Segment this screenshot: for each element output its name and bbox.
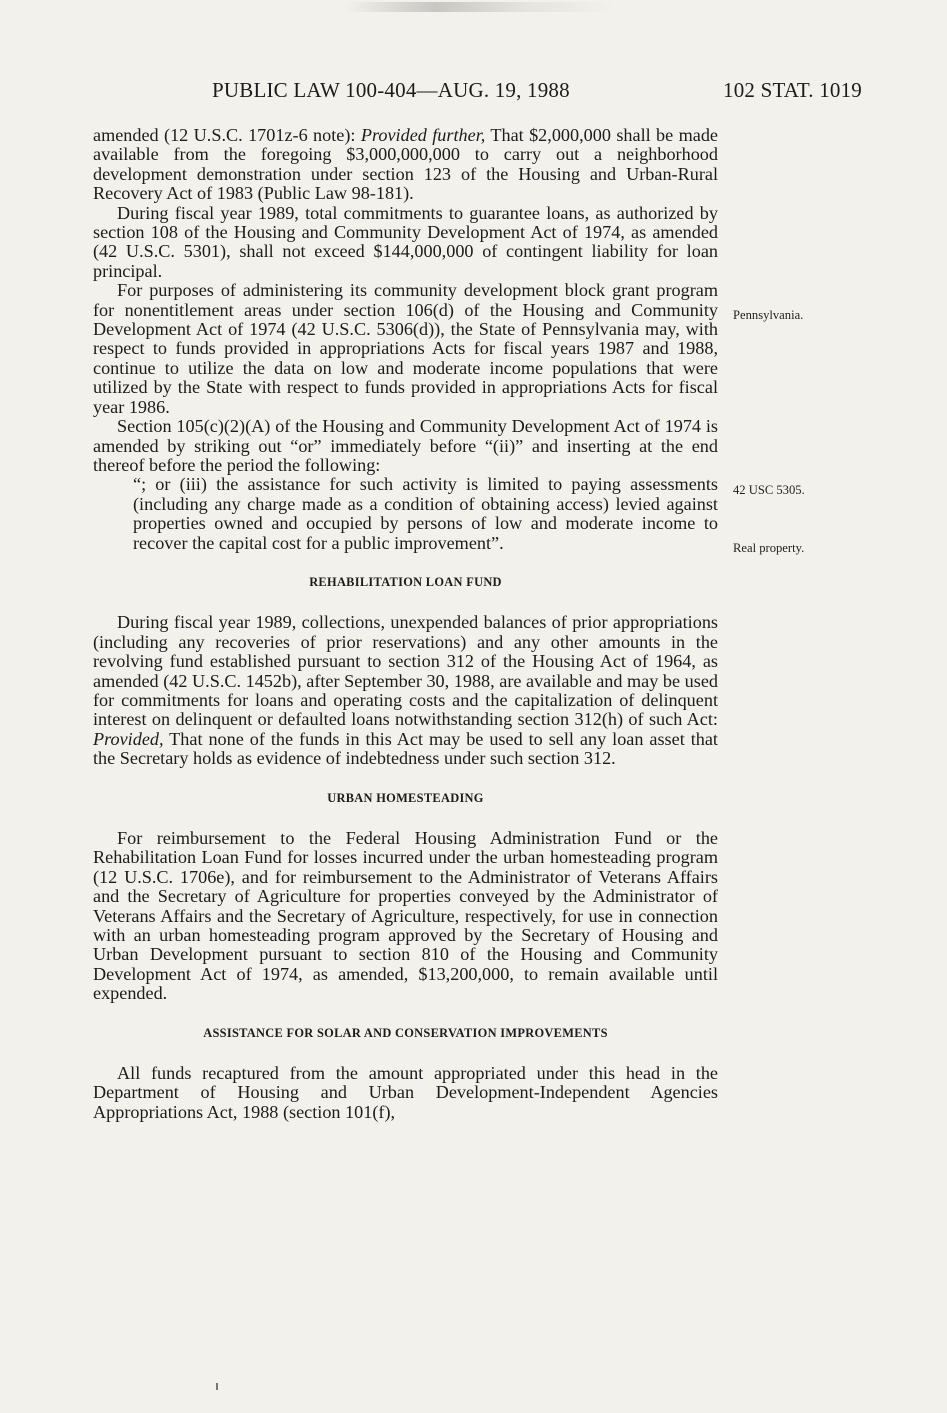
margin-note-pennsylvania: Pennsylvania. <box>733 308 804 322</box>
paragraph: amended (12 U.S.C. 1701z-6 note): Provided further, That $2,000,000 shall be made available from the foregoing $3,000,000,000 to carry out a neighborhood development demonstration under section 123 of the Housing and Urban-Rural Recovery Act of 1983 (Public Law 98-181). <box>93 125 718 204</box>
scan-smudge <box>345 2 615 12</box>
paragraph: For reimbursement to the Federal Housing Administration Fund or the Rehabilitation Loan Fund for losses incurred under the urban homesteading program (12 U.S.C. 1706e), and for reimbursement to the Administrator of Veterans Affairs and the Secretary of Agriculture for properties conveyed by the Administrator of Veterans Affairs and the Secretary of Agriculture, respectively, for use in connection with an urban homesteading program approved by the Secretary of Housing and Urban Development pursuant to section 810 of the Housing and Community Development Act of 1974, as amended, $13,200,000, to remain available until expended. <box>93 828 718 1004</box>
section-heading: URBAN HOMESTEADING <box>327 790 484 805</box>
paragraph: During fiscal year 1989, collections, unexpended balances of prior appropriations (including any recoveries of prior reservations) and any other amounts in the revolving fund established pursuant to section 312 of the Housing Act of 1964, as amended (42 U.S.C. 1452b), after September 30, 1988, are available and may be used for commitments for loans and operating costs and the capitalization of delinquent interest on delinquent or defaulted loans notwithstanding section 312(h) of such Act: Provided, That none of the funds in this Act may be used to sell any loan asset that the Secretary holds as evidence of indebtedness under such section 312. <box>93 612 718 769</box>
scan-speck <box>216 1383 218 1390</box>
paragraph: Section 105(c)(2)(A) of the Housing and Community Development Act of 1974 is amended by striking out “or” immediately before “(ii)” and inserting at the end thereof before the period the following: <box>93 416 718 475</box>
margin-note-usc: 42 USC 5305. <box>733 483 805 497</box>
section-heading: REHABILITATION LOAN FUND <box>309 574 502 589</box>
section-heading: ASSISTANCE FOR SOLAR AND CONSERVATION IMPROVEMENTS <box>203 1025 608 1040</box>
quoted-amendment: “; or (iii) the assistance for such activity is limited to paying assessments (including any charge made as a condition of obtaining access) levied against properties owned and occupied by persons of low and moderate income to recover the capital cost for a public improvement”. <box>133 474 718 553</box>
paragraph: During fiscal year 1989, total commitments to guarantee loans, as authorized by section 108 of the Housing and Community Development Act of 1974, as amended (42 U.S.C. 5301), shall not exceed $144,000,000 of contingent liability for loan principal. <box>93 202 718 281</box>
margin-note-real-property: Real property. <box>733 541 805 555</box>
running-header <box>212 78 862 104</box>
paragraph: For purposes of administering its community development block grant program for nonentitlement areas under section 106(d) of the Housing and Community Development Act of 1974 (42 U.S.C. 5306(d)), the State of Pennsylvania may, with respect to funds provided in appropriations Acts for fiscal years 1987 and 1988, continue to utilize the data on low and moderate income populations that were utilized by the State with respect to funds provided in appropriations Acts for fiscal year 1986. <box>93 280 718 417</box>
body-text <box>93 126 718 1122</box>
header-law-citation: PUBLIC LAW 100-404—AUG. 19, 1988 <box>212 78 570 102</box>
header-page-number: 102 STAT. 1019 <box>723 78 862 102</box>
paragraph: All funds recaptured from the amount appropriated under this head in the Department of Housing and Urban Development-Independent Agencies Appropriations Act, 1988 (section 101(f), <box>93 1063 718 1122</box>
